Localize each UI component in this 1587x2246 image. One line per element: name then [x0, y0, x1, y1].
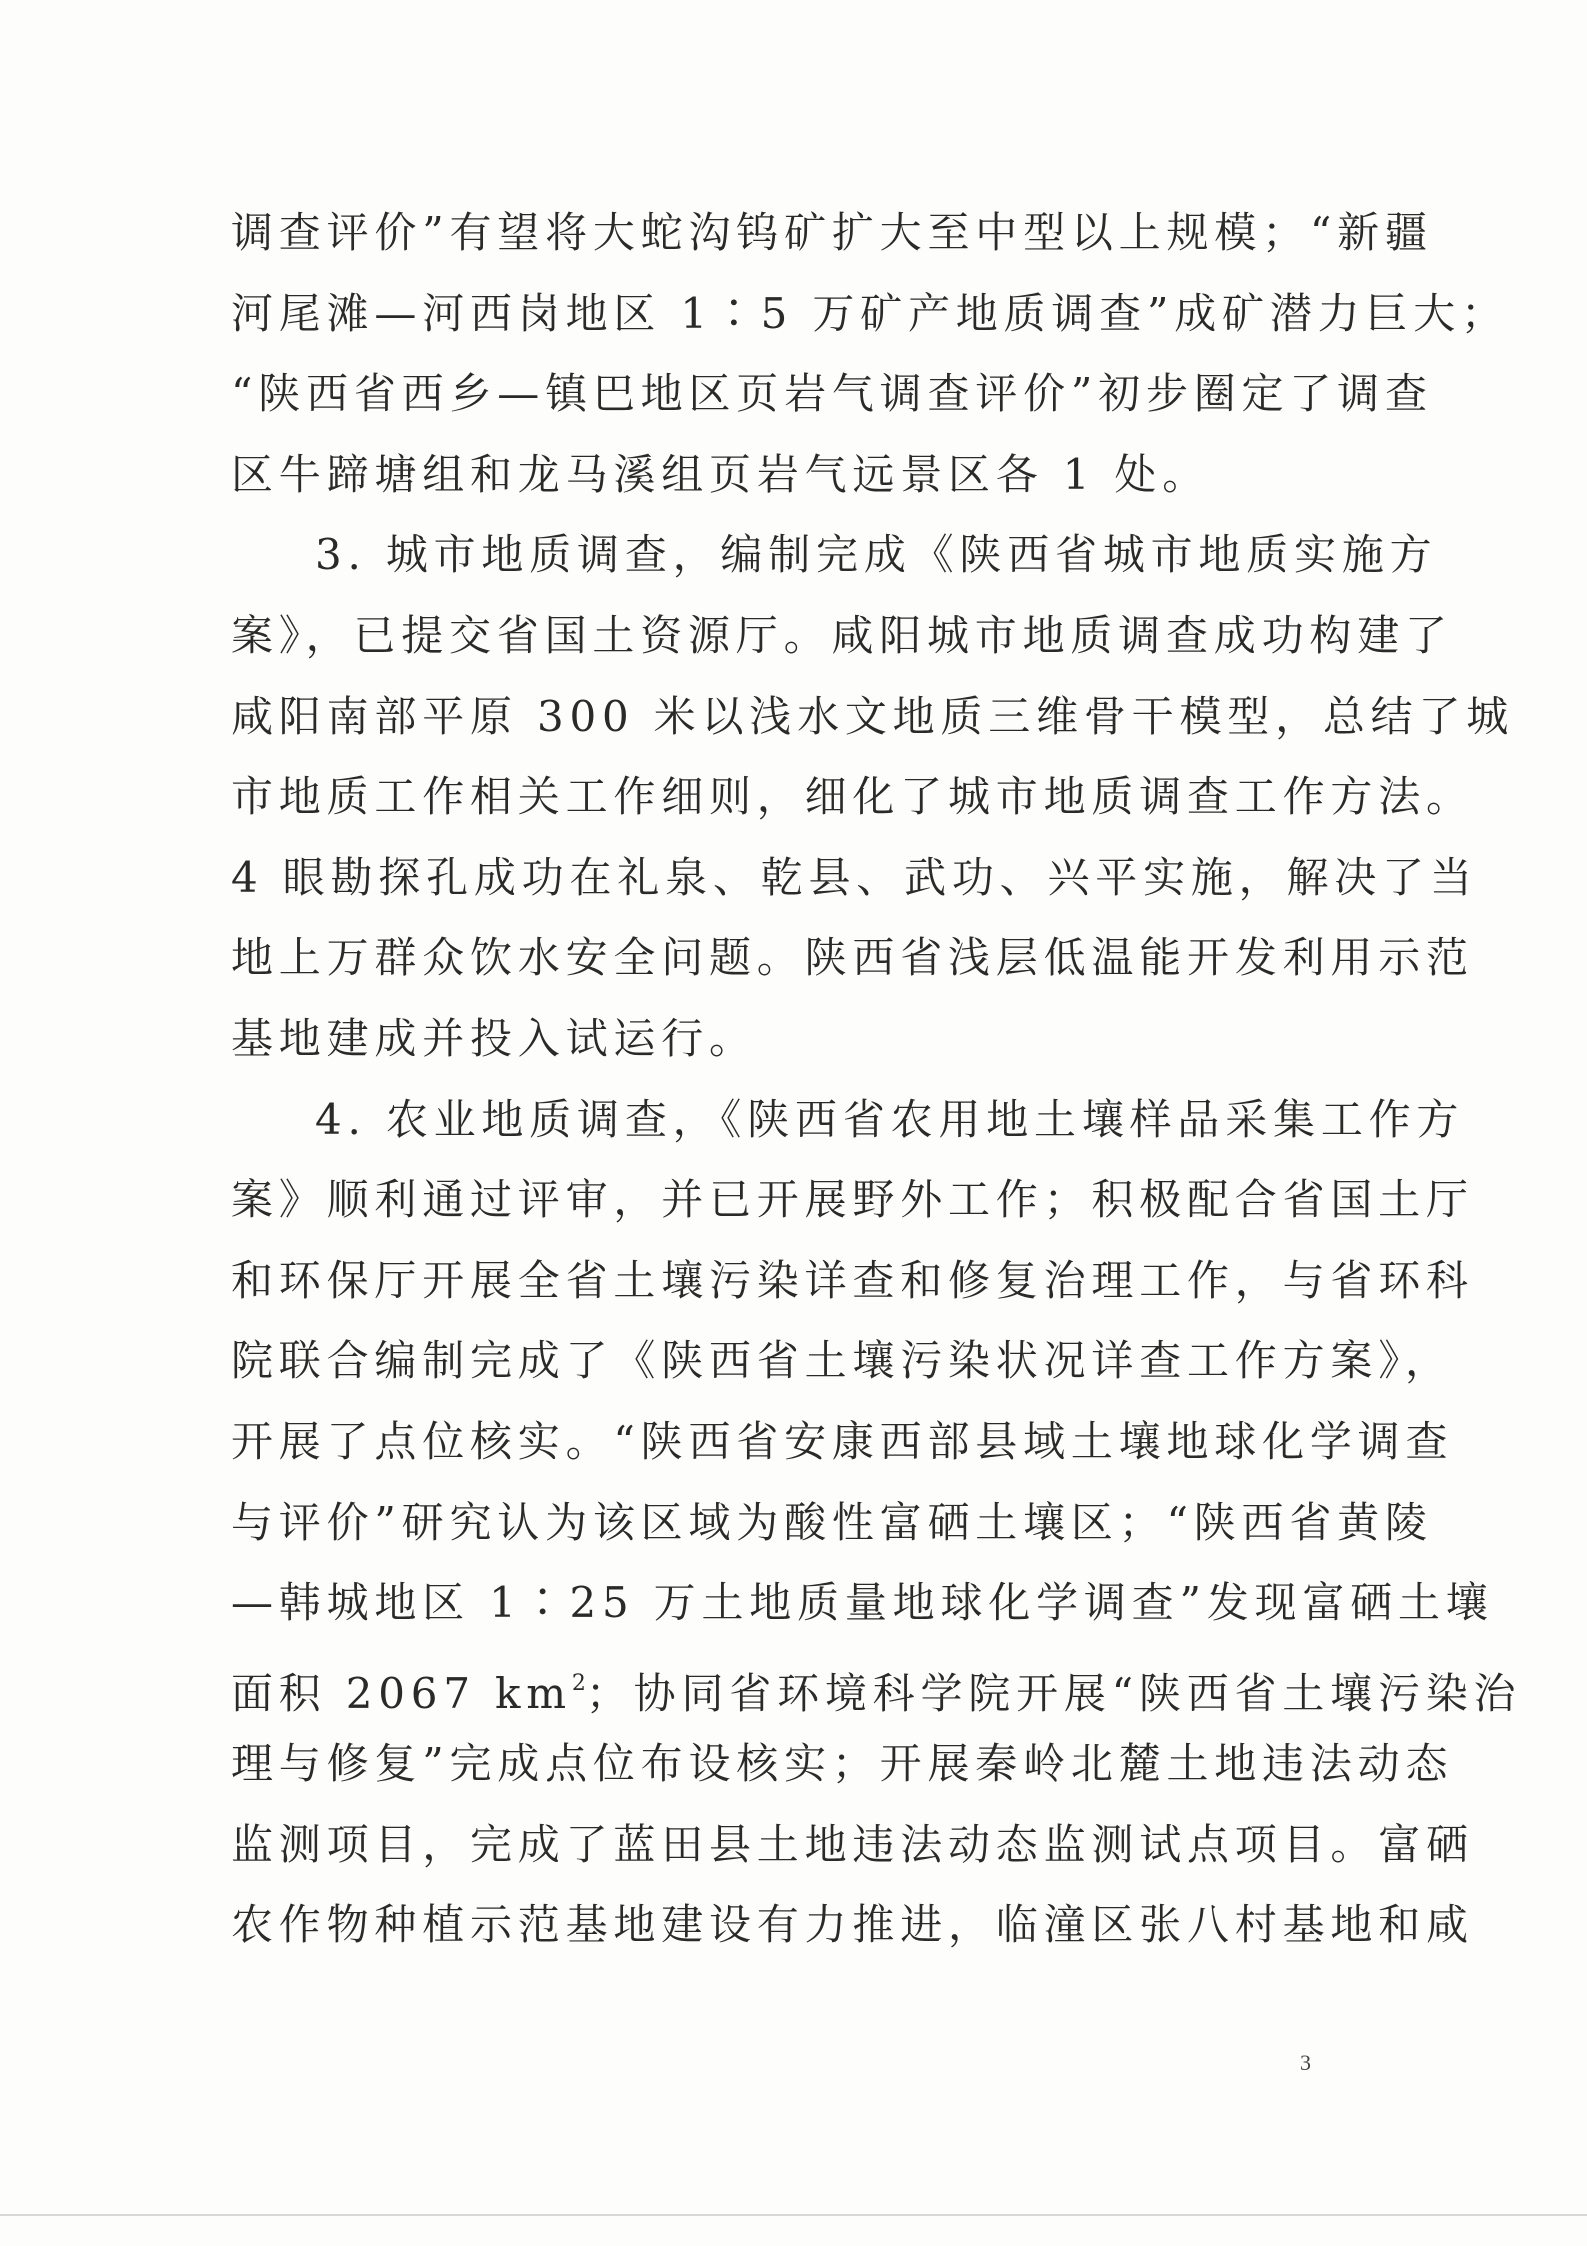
text-line: 地上万群众饮水安全问题。陕西省浅层低温能开发利用示范 — [231, 933, 1474, 983]
text-line: 农作物种植示范基地建设有力推进，临潼区张八村基地和咸 — [231, 1900, 1474, 1950]
text-line: 4 眼勘探孔成功在礼泉、乾县、武功、兴平实施，解决了当 — [231, 852, 1478, 902]
text-line: 区牛蹄塘组和龙马溪组页岩气远景区各 1 处。 — [231, 449, 1211, 499]
text-line: 案》顺利通过评审，并已开展野外工作；积极配合省国土厅 — [231, 1175, 1474, 1225]
scan-edge-divider — [0, 2214, 1587, 2216]
text-line: “陕西省西乡—镇巴地区页岩气调查评价”初步圈定了调查 — [231, 369, 1433, 419]
section-3-heading-line: 3. 城市地质调查，编制完成《陕西省城市地质实施方 — [315, 530, 1438, 580]
area-text: 面积 2067 km — [231, 1668, 572, 1718]
text-line: 基地建成并投入试运行。 — [231, 1013, 757, 1063]
text-line: 案》，已提交省国土资源厅。咸阳城市地质调查成功构建了 — [231, 610, 1453, 660]
text-line-with-superscript — [231, 1644, 1522, 1725]
text-line: 院联合编制完成了《陕西省土壤污染状况详查工作方案》， — [231, 1336, 1453, 1386]
text-line: 调查评价”有望将大蛇沟钨矿扩大至中型以上规模；“新疆 — [231, 208, 1433, 257]
text-line: 监测项目，完成了蓝田县土地违法动态监测试点项目。富硒 — [231, 1819, 1474, 1869]
text-line: 和环保厅开展全省土壤污染详查和修复治理工作，与省环科 — [231, 1255, 1474, 1305]
text-line: 与评价”研究认为该区域为酸性富硒土壤区；“陕西省黄陵 — [231, 1497, 1433, 1547]
text-line: 市地质工作相关工作细则，细化了城市地质调查工作方法。 — [231, 772, 1474, 822]
text-line: —韩城地区 1∶25 万土地质量地球化学调查”发现富硒土壤 — [231, 1578, 1494, 1628]
text-line: 咸阳南部平原 300 米以浅水文地质三维骨干模型，总结了城 — [231, 691, 1515, 741]
text-line: 河尾滩—河西岗地区 1∶5 万矿产地质调查”成矿潜力巨大； — [231, 288, 1509, 338]
text-line: 理与修复”完成点位布设核实；开展秦岭北麓土地违法动态 — [231, 1739, 1454, 1789]
section-4-heading-line: 4. 农业地质调查，《陕西省农用地土壤样品采集工作方 — [315, 1094, 1465, 1144]
page-number: 3 — [1300, 2050, 1311, 2075]
body-text — [231, 193, 1522, 1966]
text-continuation: ；协同省环境科学院开展“陕西省土壤污染治 — [585, 1668, 1522, 1718]
superscript-exponent: 2 — [571, 1670, 586, 1696]
text-line: 开展了点位核实。“陕西省安康西部县域土壤地球化学调查 — [231, 1416, 1454, 1466]
